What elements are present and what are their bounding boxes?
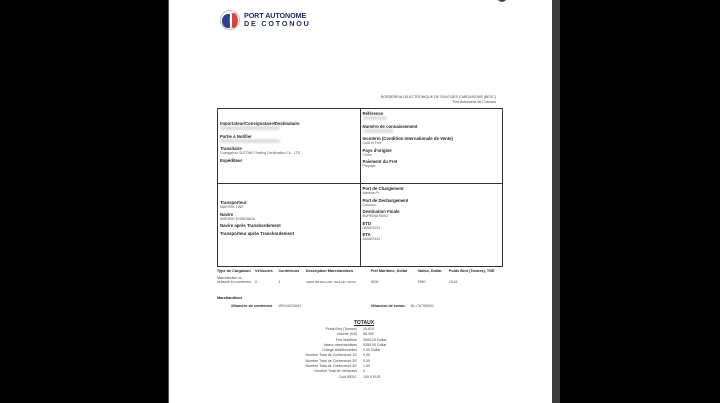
port-emblem-icon — [220, 10, 240, 30]
importer-value-redacted — [220, 126, 280, 130]
notify-value-redacted — [220, 139, 280, 143]
totals-row: Nombre Total de Vehicules 0 — [314, 369, 365, 374]
totals-row: Valeur marchandises 5350.00 Dollar — [323, 342, 387, 347]
freight-payment-value: Prépayé — [362, 164, 376, 168]
vessel-value: MAERSK ENSENADA — [220, 216, 256, 221]
reference-value-redacted — [363, 116, 387, 120]
final-destination-label: Destination Finale — [362, 209, 400, 214]
logo-line2: DE COTONOU — [244, 19, 311, 28]
totals-row: Nombre Total de Conteneurs 20' 0.00 — [305, 358, 370, 363]
seal-number-value: ML-CN7969002 — [410, 304, 434, 308]
loading-port-value: Nansha Pt — [362, 191, 379, 195]
document-title: BORDEREAU ELECTRONIQUE DE SUIVI DES CARGAISONS (BESC) — [380, 95, 496, 99]
shipment-details-grid — [217, 108, 503, 267]
col-value: Valeur, Dollar — [417, 269, 442, 273]
document-header — [381, 95, 496, 104]
totals-section — [269, 320, 449, 380]
forwarder-value: Guangzhou SUTONG Testing Certification Co., LTD — [220, 151, 301, 155]
vessel-after-transship-label: Navire après Transbordement — [220, 223, 281, 228]
col-freight: Fret Maritime, Dollar — [370, 269, 408, 273]
totals-title: TOTAUX — [353, 320, 375, 326]
cell-value: 5350 — [417, 280, 426, 284]
loading-port-label: Port de Chargement — [362, 186, 404, 191]
vertical-scrollbar[interactable] — [552, 0, 560, 403]
eta-value: 16/06/2024 — [362, 237, 381, 241]
reference-section — [361, 109, 503, 183]
importer-label: Importateur/Consignataire/Destinataire — [220, 121, 300, 126]
merchandise-label: Marchandises — [217, 296, 243, 300]
etd-value: 08/05/2024 — [362, 225, 381, 230]
ports-section — [361, 184, 503, 266]
discharge-port-label: Port de Dechargement — [362, 197, 409, 203]
discharge-port-value: Cotonou — [362, 202, 376, 207]
origin-label: Pays d'origine — [362, 147, 392, 153]
bl-number-label: Numéro de connaissement — [362, 123, 418, 129]
incoterm-label: Incoterm (Condition Internationale de Vente) — [362, 136, 453, 141]
vessel-label: Navire — [220, 211, 234, 217]
totals-row: Charge Additionnelles 0.00 Dollar — [322, 348, 381, 353]
notify-label: Partie à Notifier — [220, 133, 252, 139]
incoterm-value: Coût et Fret — [362, 141, 381, 145]
etd-label: ETD — [362, 220, 372, 226]
origin-value: Chine — [362, 152, 372, 157]
col-containers: Conteneurs — [278, 269, 300, 273]
col-weight: Poids Brut (Tonnes), TNE — [448, 269, 495, 273]
totals-row: Nombre Total de Conteneurs 10' 0.00 — [305, 353, 370, 358]
cell-containers: 1 — [278, 280, 281, 284]
cell-freight: 3000 — [370, 280, 379, 284]
transport-section — [218, 184, 361, 266]
totals-row: Fret Maritime 3000.00 Dollar — [335, 337, 387, 342]
carrier-value: MAERSK LINE — [220, 205, 244, 209]
totals-row: Coût BESC 100.0 EUR — [338, 374, 381, 379]
bl-number-value-redacted — [363, 129, 393, 133]
final-destination-value: BURKINA FASO — [362, 214, 389, 218]
carrier-after-transship-label: Transporteur après Transbordement — [220, 230, 295, 236]
freight-payment-label: Paiement du Fret — [362, 159, 398, 164]
eta-label: ETA — [362, 232, 371, 237]
merchandise-section — [217, 296, 507, 308]
forwarder-label: Transitaire — [220, 146, 242, 151]
col-cargo-type: Type de Cargaison — [217, 269, 251, 273]
totals-row: Poids Brut (Tonnes) 15.610 — [325, 327, 374, 331]
table-row — [217, 276, 507, 284]
port-logo — [220, 10, 311, 30]
container-number-label: #Numéro de conteneur — [231, 304, 273, 308]
cell-weight: 15.61 — [448, 280, 458, 284]
parties-section — [218, 109, 361, 183]
reference-label: Référence — [362, 111, 384, 116]
col-vehicles: Véhicules — [255, 269, 273, 273]
carrier-label: Transporteur — [220, 200, 247, 205]
document-subtitle: Port Autonome de Cotonou — [452, 99, 496, 104]
goods-table — [217, 269, 507, 284]
logo-line1: PORT AUTONOME — [244, 11, 307, 20]
shipper-label: Expéditeur — [220, 157, 243, 163]
totals-row: Nombre Total de Conteneurs 40' 1.00 — [305, 364, 370, 369]
container-number-value: MRKU6234083 — [278, 304, 301, 308]
cell-vehicles: 0 — [255, 280, 257, 284]
col-description: Description Marchandises — [305, 269, 354, 273]
totals-row: Volume (m3) 58.000 — [336, 332, 374, 337]
cell-cargo-type: Marchandise ou véhicule en conteneur — [217, 276, 252, 284]
seal-number-label: #Numéro de scea​u — [370, 304, 405, 308]
cell-description: USED BOXES AND TROLLEY BAGS — [305, 280, 356, 284]
document-page — [168, 0, 552, 403]
